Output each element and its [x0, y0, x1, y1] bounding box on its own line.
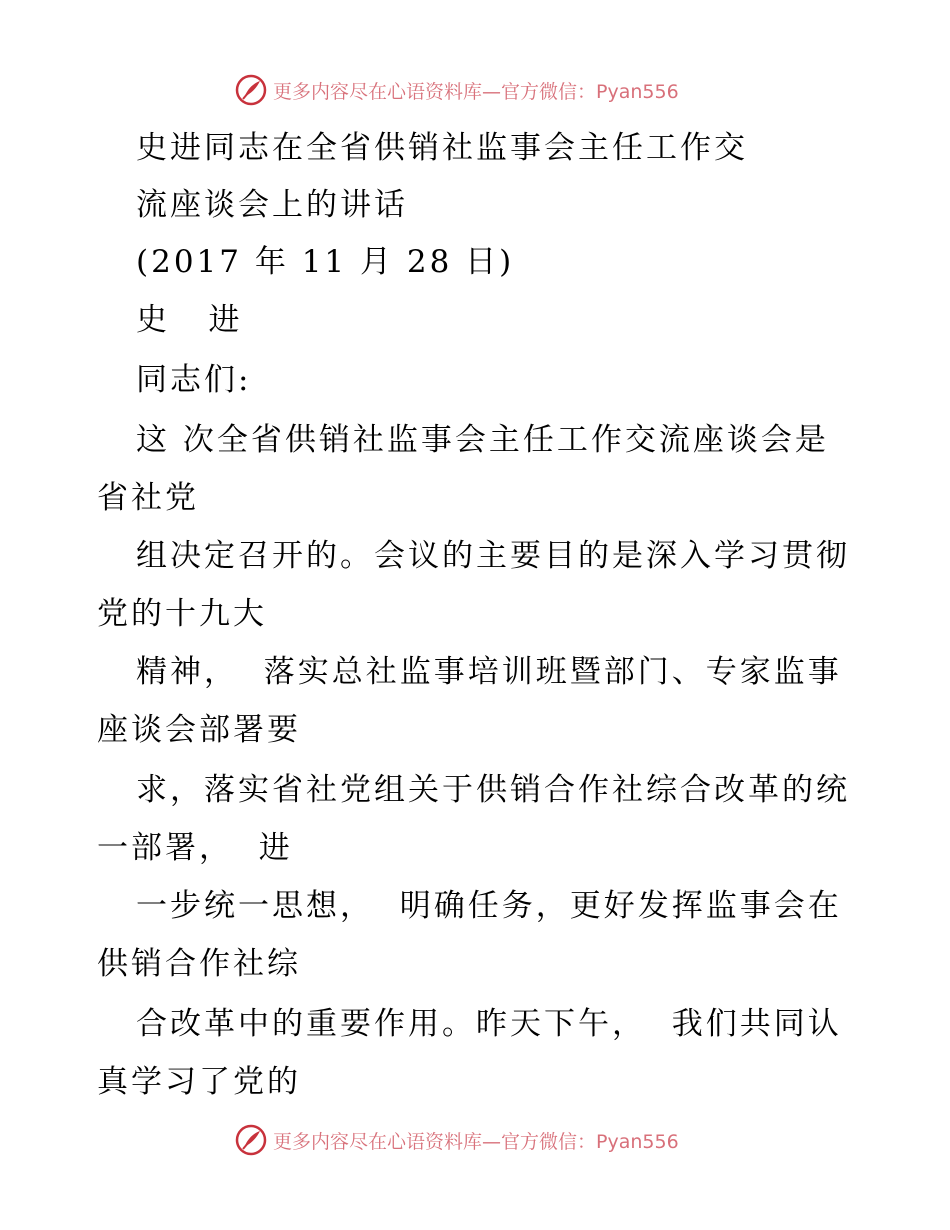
body-line: 一部署， 进	[97, 830, 293, 866]
body-line: 供销合作社综	[97, 946, 301, 982]
salutation: 同志们:	[136, 362, 252, 398]
watermark-footer	[235, 1122, 679, 1158]
body-line: 这 次全省供销社监事会主任工作交流座谈会是	[136, 422, 829, 458]
body-line: 求，落实省社党组关于供销合作社综合改革的统	[136, 772, 850, 808]
speaker-name: 史 进	[136, 302, 243, 338]
watermark-header	[235, 72, 679, 108]
body-line: 组决定召开的。会议的主要目的是深入学习贯彻	[136, 538, 850, 574]
body-line: 省社党	[97, 480, 199, 516]
feather-logo-icon	[235, 1124, 267, 1156]
body-line: 真学习了党的	[97, 1064, 301, 1100]
date-line: (2017 年 11 月 28 日)	[136, 244, 515, 280]
body-line: 合改革中的重要作用。昨天下午， 我们共同认	[136, 1006, 842, 1042]
watermark-text: 更多内容尽在心语资料库—官方微信：Pyan556	[273, 1130, 679, 1153]
body-line: 精神， 落实总社监事培训班暨部门、专家监事	[136, 654, 842, 690]
title-line-1: 史进同志在全省供销社监事会主任工作交	[136, 130, 748, 166]
feather-logo-icon	[235, 74, 267, 106]
body-line: 一步统一思想， 明确任务，更好发挥监事会在	[136, 888, 842, 924]
watermark-text: 更多内容尽在心语资料库—官方微信：Pyan556	[273, 80, 679, 103]
title-line-2: 流座谈会上的讲话	[136, 187, 408, 223]
body-line: 党的十九大	[97, 596, 267, 632]
body-line: 座谈会部署要	[97, 712, 301, 748]
